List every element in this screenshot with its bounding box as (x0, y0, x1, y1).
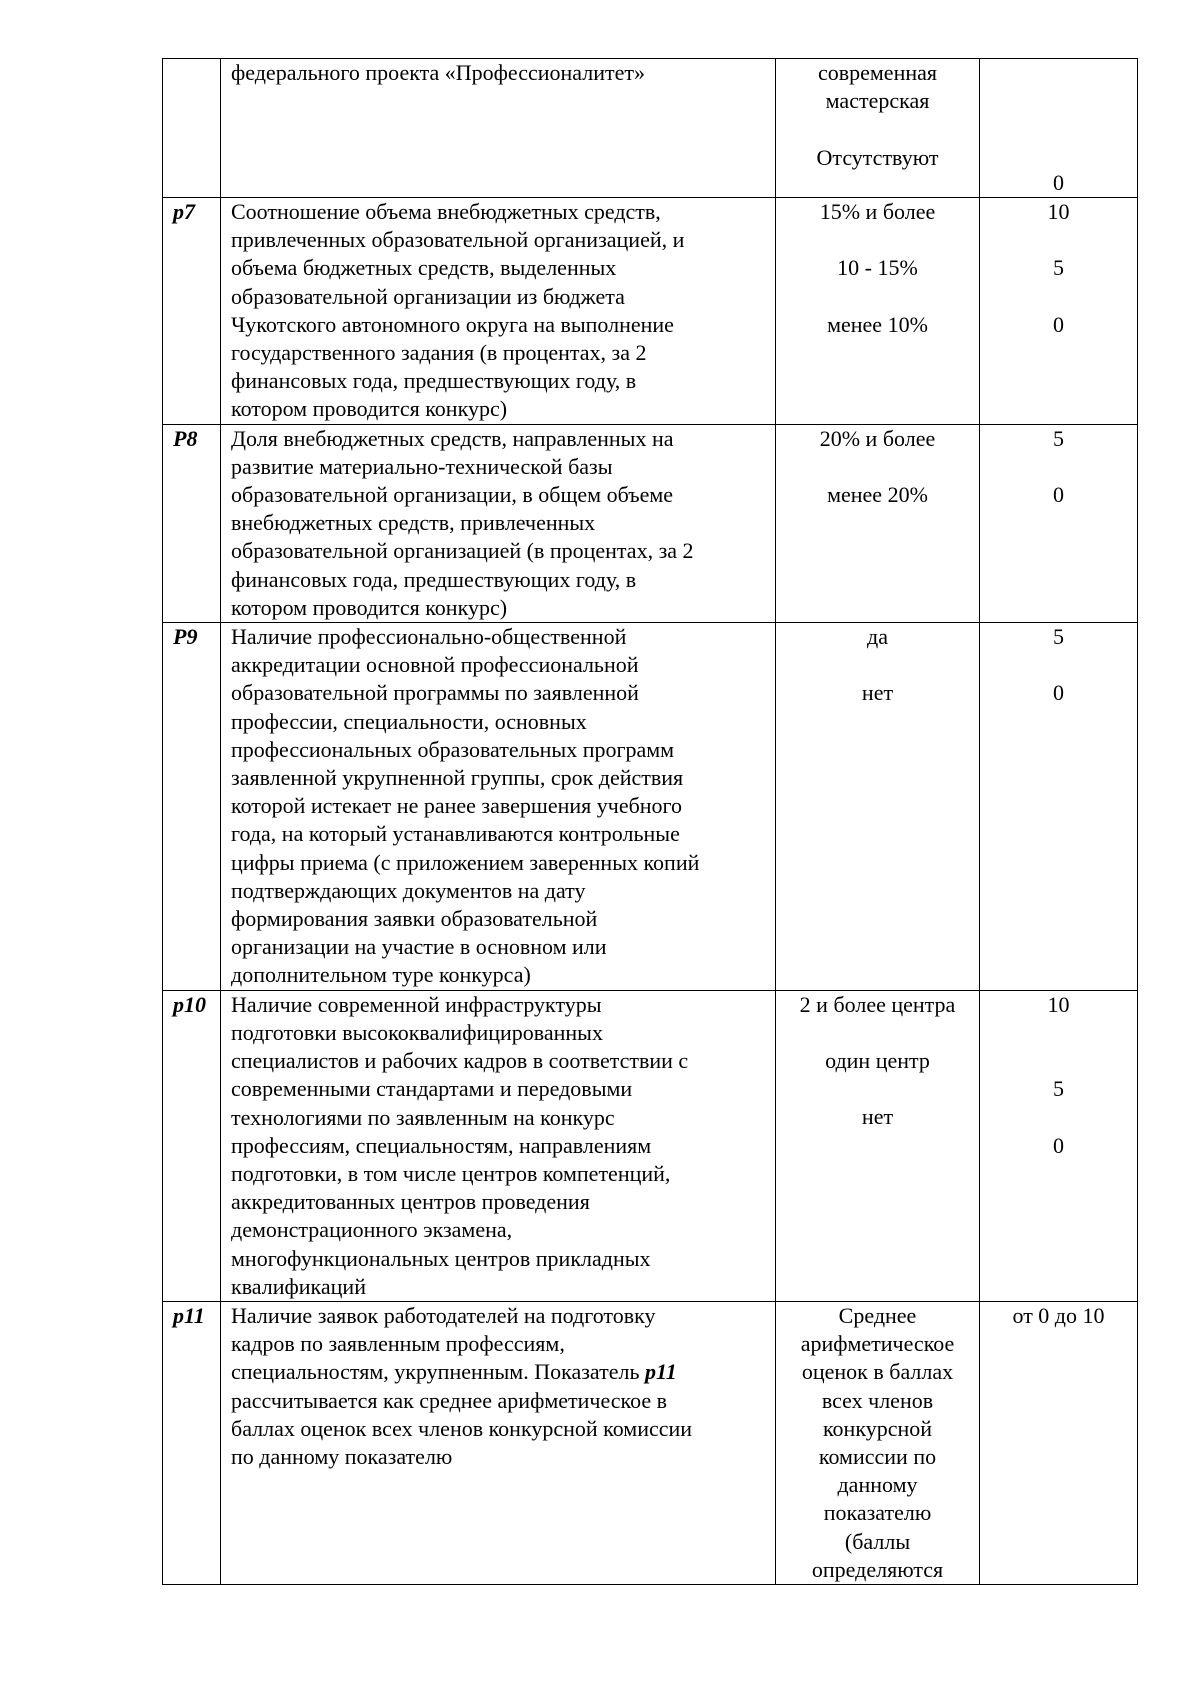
indicator-code: P8 (163, 424, 221, 622)
indicator-values: 20% и более менее 20% (776, 424, 980, 622)
indicator-code: p10 (163, 990, 221, 1301)
table-row (163, 424, 1138, 622)
indicator-description: Наличие профессионально-общественной аккредитации основной профессиональной образовательной программы по заявленной профессии, специальности, основных профессиональных образовательных программ заявленной укрупненной группы, срок действия которой истекает не ранее завершения учебного года, на который устанавливаются контрольные цифры приема (с приложением заверенных копий подтверждающих документов на дату формирования заявки образовательной организации на участие в основном или дополнительном туре конкурса) (221, 623, 776, 991)
indicator-values: 2 и более центра один центр нет (776, 990, 980, 1301)
indicator-description: Соотношение объема внебюджетных средств, привлеченных образовательной организацией, и объема бюджетных средств, выделенных образовательной организации из бюджета Чукотского автономного округа на выполнение государственного задания (в процентах, за 2 финансовых года, предшествующих году, в котором проводится конкурс) (221, 198, 776, 425)
indicator-points: 10 5 0 (980, 990, 1138, 1301)
indicator-points: 5 0 (980, 623, 1138, 991)
table-row (163, 1301, 1138, 1584)
indicator-code (163, 59, 221, 198)
indicator-points: от 0 до 10 (980, 1301, 1138, 1584)
indicator-values: 15% и более 10 - 15% менее 10% (776, 198, 980, 425)
indicator-description: федерального проекта «Профессионалитет» (221, 59, 776, 198)
indicator-points: 10 5 0 (980, 198, 1138, 425)
table-row (163, 59, 1138, 198)
table-row (163, 990, 1138, 1301)
indicator-description: Наличие современной инфраструктуры подготовки высококвалифицированных специалистов и рабочих кадров в соответствии с современными стандартами и передовыми технологиями по заявленным на конкурс профессиям, специальностям, направлениям подготовки, в том числе центров компетенций, аккредитованных центров проведения демонстрационного экзамена, многофункциональных центров прикладных квалификаций (221, 990, 776, 1301)
indicator-points: 0 (980, 59, 1138, 198)
indicator-description: Доля внебюджетных средств, направленных на развитие материально-технической базы образовательной организации, в общем объеме внебюджетных средств, привлеченных образовательной организацией (в процентах, за 2 финансовых года, предшествующих году, в котором проводится конкурс) (221, 424, 776, 622)
inline-indicator-code: p11 (645, 1359, 677, 1385)
indicator-code: P9 (163, 623, 221, 991)
table-row (163, 198, 1138, 425)
indicator-code: p11 (163, 1301, 221, 1584)
indicator-description: Наличие заявок работодателей на подготовку кадров по заявленным профессиям, специальностям, укрупненным. Показатель p11 рассчитывается как среднее арифметическое в баллах оценок всех членов конкурсной комиссии по данному показателю (221, 1301, 776, 1584)
indicator-code: p7 (163, 198, 221, 425)
indicator-points: 5 0 (980, 424, 1138, 622)
table-row (163, 623, 1138, 991)
indicator-values: да нет (776, 623, 980, 991)
criteria-table (162, 58, 1138, 1585)
indicator-values: Среднее арифметическое оценок в баллах всех членов конкурсной комиссии по данному показателю (баллы определяются (776, 1301, 980, 1584)
indicator-values: современная мастерская Отсутствуют (776, 59, 980, 198)
